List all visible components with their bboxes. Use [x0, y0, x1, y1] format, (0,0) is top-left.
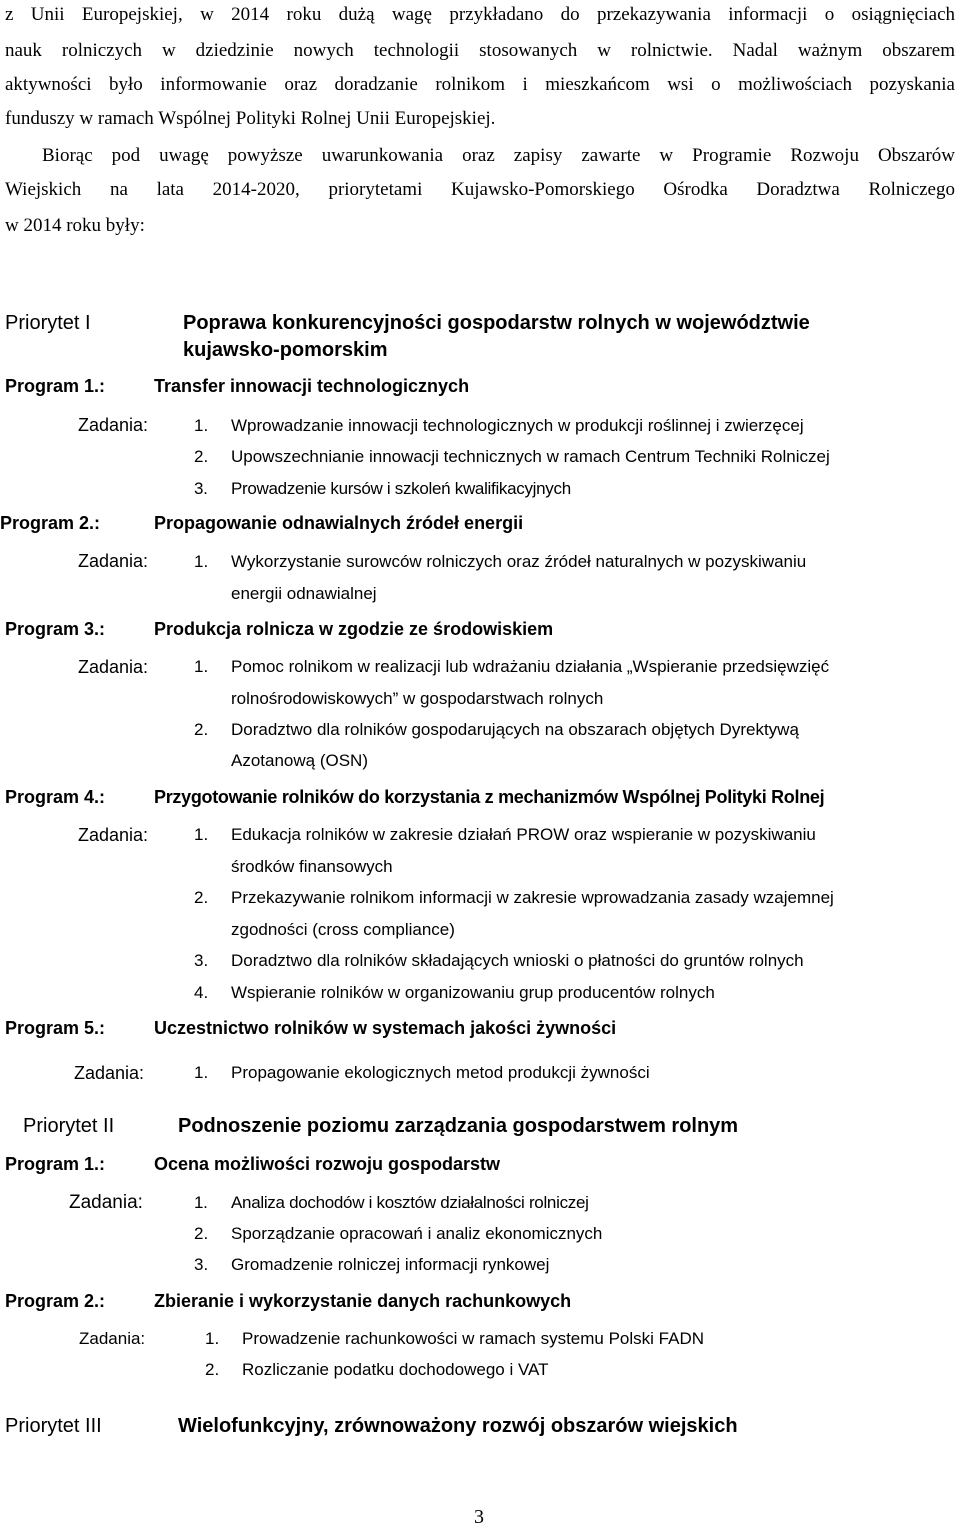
- task-item: [194, 552, 806, 572]
- program-title: Propagowanie odnawialnych źródeł energii: [154, 513, 524, 533]
- task-number: 3.: [194, 951, 209, 970]
- program-title: Uczestnictwo rolników w systemach jakości żywności: [154, 1018, 617, 1038]
- task-text: Prowadzenie rachunkowości w ramach systemu Polski FADN: [242, 1329, 705, 1348]
- task-text: Sporządzanie opracowań i analiz ekonomicznych: [231, 1224, 603, 1243]
- task-text: Pomoc rolnikom w realizacji lub wdrażaniu działania „Wspieranie przedsięwzięć: [231, 657, 830, 676]
- task-item: [194, 416, 804, 436]
- task-text: Gromadzenie rolniczej informacji rynkowej: [231, 1255, 550, 1274]
- task-continuation: środków finansowych: [231, 857, 393, 876]
- intro-line: z Unii Europejskiej, w 2014 roku dużą wagę przykładano do przekazywania informacji o osiągnięciach: [5, 4, 955, 25]
- task-item: [205, 1360, 549, 1380]
- program-label: Program 3.:: [5, 619, 106, 639]
- page-number: 3: [474, 1506, 484, 1528]
- task-text: Analiza dochodów i kosztów działalności rolniczej: [231, 1193, 589, 1212]
- program-label: Program 5.:: [5, 1018, 106, 1038]
- task-item: [194, 825, 816, 845]
- task-item: [194, 1193, 589, 1213]
- task-number: 1.: [194, 1193, 208, 1212]
- task-number: 3.: [194, 479, 208, 498]
- task-continuation: rolnośrodowiskowych” w gospodarstwach rolnych: [231, 689, 604, 708]
- task-item: [194, 1255, 549, 1275]
- task-item: [194, 1063, 650, 1083]
- task-item: [194, 983, 715, 1003]
- priority-label: Priorytet II: [23, 1115, 115, 1137]
- task-item: [205, 1329, 704, 1349]
- task-continuation: energii odnawialnej: [231, 584, 377, 603]
- task-number: 4.: [194, 983, 209, 1002]
- task-number: 3.: [194, 1255, 209, 1274]
- task-text: Doradztwo dla rolników składających wnioski o płatności do gruntów rolnych: [231, 951, 804, 970]
- task-number: 2.: [205, 1360, 220, 1379]
- task-item: [194, 888, 834, 908]
- priority-title: kujawsko-pomorskim: [183, 339, 388, 361]
- task-number: 2.: [194, 447, 209, 466]
- intro-line: funduszy w ramach Wspólnej Polityki Rolnej Unii Europejskiej.: [5, 108, 496, 129]
- task-number: 2.: [194, 1224, 209, 1243]
- program-title: Transfer innowacji technologicznych: [154, 376, 470, 396]
- tasks-label: Zadania:: [69, 1192, 143, 1213]
- task-item: [194, 951, 804, 971]
- task-text: Upowszechnianie innowacji technicznych w ramach Centrum Techniki Rolniczej: [231, 447, 830, 466]
- priority-title: Poprawa konkurencyjności gospodarstw rolnych w województwie: [183, 312, 810, 334]
- program-label: Program 4.:: [5, 787, 106, 807]
- intro-line: aktywności było informowanie oraz doradzanie rolnikom i mieszkańcom wsi o możliwościach pozyskania: [5, 74, 955, 95]
- task-number: 1.: [205, 1329, 220, 1348]
- task-text: Przekazywanie rolnikom informacji w zakresie wprowadzania zasady wzajemnej: [231, 888, 834, 907]
- task-text: Rozliczanie podatku dochodowego i VAT: [242, 1360, 549, 1379]
- program-title: Produkcja rolnicza w zgodzie ze środowiskiem: [154, 619, 554, 639]
- task-text: Edukacja rolników w zakresie działań PROW oraz wspieranie w pozyskiwaniu: [231, 825, 816, 844]
- tasks-label: Zadania:: [74, 1063, 145, 1083]
- tasks-label: Zadania:: [78, 551, 149, 571]
- task-continuation: Azotanową (OSN): [231, 751, 368, 770]
- priority-label: Priorytet I: [5, 312, 91, 334]
- program-label: Program 1.:: [5, 376, 106, 396]
- task-number: 1.: [194, 825, 209, 844]
- task-item: [194, 720, 799, 740]
- task-text: Prowadzenie kursów i szkoleń kwalifikacyjnych: [231, 479, 571, 498]
- tasks-label: Zadania:: [78, 657, 149, 677]
- task-item: [194, 1224, 602, 1244]
- priority-label: Priorytet III: [5, 1415, 102, 1437]
- task-number: 2.: [194, 888, 209, 907]
- paragraph-line: w 2014 roku były:: [5, 215, 145, 236]
- priority-title: Wielofunkcyjny, zrównoważony rozwój obszarów wiejskich: [178, 1415, 738, 1437]
- program-label: Program 2.:: [0, 513, 101, 533]
- task-continuation: zgodności (cross compliance): [231, 920, 455, 939]
- paragraph-line: Wiejskich na lata 2014-2020, priorytetami Kujawsko-Pomorskiego Ośrodka Doradztwa Rolniczego: [5, 179, 955, 200]
- paragraph-line: Biorąc pod uwagę powyższe uwarunkowania oraz zapisy zawarte w Programie Rozwoju Obszarów: [42, 145, 955, 166]
- tasks-label: Zadania:: [78, 415, 149, 435]
- program-title: Zbieranie i wykorzystanie danych rachunkowych: [154, 1291, 572, 1311]
- task-number: 1.: [194, 416, 209, 435]
- tasks-label: Zadania:: [79, 1329, 146, 1348]
- intro-line: nauk rolniczych w dziedzinie nowych technologii stosowanych w rolnictwie. Nadal ważnym obszarem: [5, 40, 955, 61]
- task-item: [194, 657, 829, 677]
- task-text: Wprowadzanie innowacji technologicznych w produkcji roślinnej i zwierzęcej: [231, 416, 804, 435]
- task-number: 1.: [194, 657, 209, 676]
- program-title: Ocena możliwości rozwoju gospodarstw: [154, 1154, 501, 1174]
- task-number: 2.: [194, 720, 209, 739]
- program-label: Program 2.:: [5, 1291, 106, 1311]
- task-text: Wspieranie rolników w organizowaniu grup producentów rolnych: [231, 983, 715, 1002]
- priority-title: Podnoszenie poziomu zarządzania gospodarstwem rolnym: [178, 1115, 739, 1137]
- task-number: 1.: [194, 552, 209, 571]
- task-item: [194, 479, 571, 499]
- task-number: 1.: [194, 1063, 209, 1082]
- program-title: Przygotowanie rolników do korzystania z mechanizmów Wspólnej Polityki Rolnej: [154, 787, 825, 807]
- tasks-label: Zadania:: [78, 825, 149, 845]
- task-text: Doradztwo dla rolników gospodarujących na obszarach objętych Dyrektywą: [231, 720, 799, 739]
- task-text: Wykorzystanie surowców rolniczych oraz źródeł naturalnych w pozyskiwaniu: [231, 552, 807, 571]
- program-label: Program 1.:: [5, 1154, 106, 1174]
- task-item: [194, 447, 830, 467]
- task-text: Propagowanie ekologicznych metod produkcji żywności: [231, 1063, 650, 1082]
